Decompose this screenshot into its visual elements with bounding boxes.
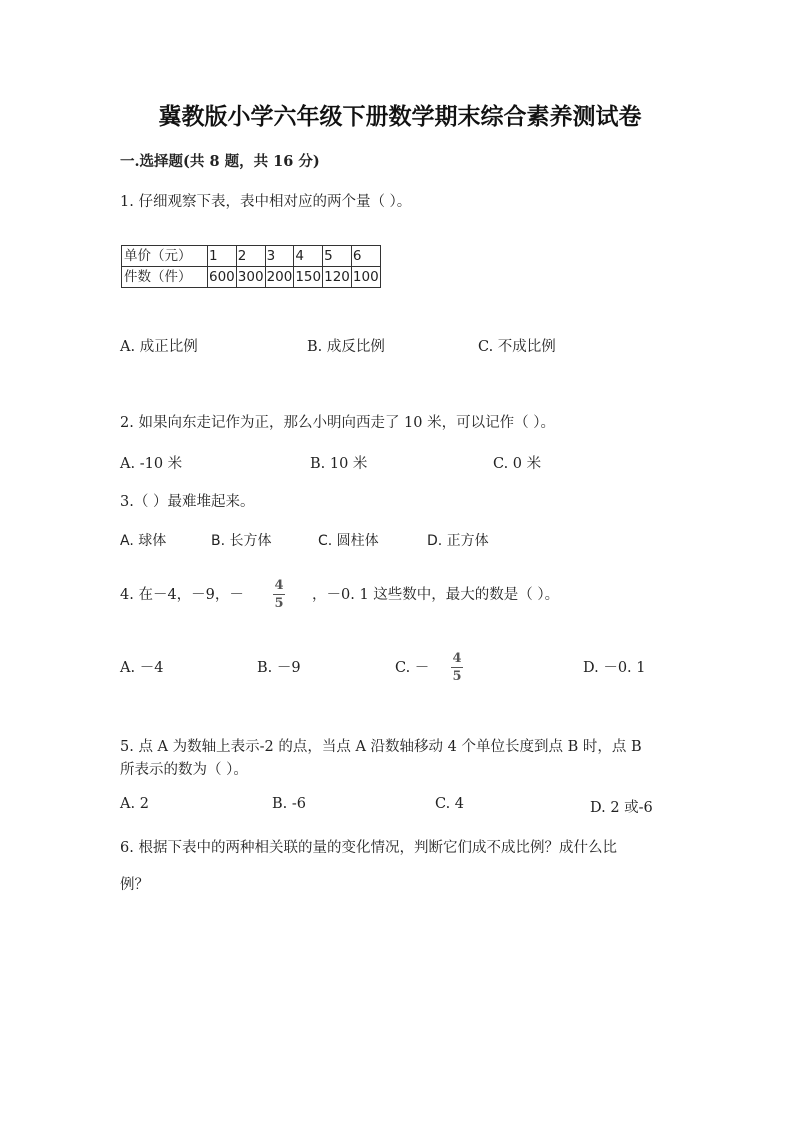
- table-cell-label: 单价（元）: [122, 246, 208, 267]
- question-5-text-line1: 5. 点 A 为数轴上表示-2 的点，当点 A 沿数轴移动 4 个单位长度到点 B 时，点 B: [120, 739, 642, 755]
- question-4-text-start: 4. 在－4，－9，－: [120, 587, 244, 603]
- page-title: 冀教版小学六年级下册数学期末综合素养测试卷: [158, 103, 642, 130]
- fraction-denominator: 5: [274, 596, 284, 611]
- question-4-text-end: ，－0. 1 这些数中，最大的数是（ ）。: [312, 587, 560, 603]
- table-cell: 100: [351, 267, 380, 288]
- option-c-fraction: [451, 651, 463, 684]
- question-3-option-c: C. 圆柱体: [318, 533, 379, 549]
- question-2-option-b: B. 10 米: [310, 456, 368, 472]
- fraction-numerator: 4: [274, 578, 284, 593]
- question-3-option-b: B. 长方体: [211, 533, 272, 549]
- table-cell: 5: [323, 246, 352, 267]
- price-quantity-table: [121, 245, 381, 288]
- fraction-bar: [273, 594, 285, 595]
- fraction-bar: [451, 667, 463, 668]
- question-5-option-c: C. 4: [435, 796, 465, 812]
- fraction-numerator: 4: [452, 651, 462, 666]
- question-5-text-line2: 所表示的数为（ ）。: [120, 762, 248, 778]
- question-3-option-d: D. 正方体: [427, 533, 489, 549]
- fraction-four-fifths: [273, 578, 285, 611]
- table-cell: 150: [294, 267, 323, 288]
- table-cell: 6: [351, 246, 380, 267]
- fraction-denominator: 5: [452, 669, 462, 684]
- table-cell: 4: [294, 246, 323, 267]
- question-4-option-c: C. －: [395, 660, 430, 676]
- section-heading: 一.选择题(共 8 题，共 16 分): [120, 153, 320, 170]
- question-5-option-d: D. 2 或-6: [590, 800, 653, 816]
- question-2-option-a: A. -10 米: [120, 456, 183, 472]
- question-5-option-b: B. -6: [272, 796, 306, 812]
- table-row: [122, 246, 381, 267]
- question-1-text: 1. 仔细观察下表，表中相对应的两个量（ ）。: [120, 194, 412, 210]
- question-3-option-a: A. 球体: [120, 533, 167, 549]
- table-cell: 120: [323, 267, 352, 288]
- question-6-text-line1: 6. 根据下表中的两种相关联的量的变化情况，判断它们成不成比例？成什么比: [120, 840, 617, 856]
- question-4-option-b: B. －9: [257, 660, 301, 676]
- question-6-text-line2: 例？: [120, 877, 149, 893]
- question-1-option-c: C. 不成比例: [478, 339, 556, 355]
- table-cell: 200: [265, 267, 294, 288]
- table-cell: 2: [236, 246, 265, 267]
- table-cell-label: 件数（件）: [122, 267, 208, 288]
- question-1-option-b: B. 成反比例: [307, 339, 385, 355]
- table-row: [122, 267, 381, 288]
- question-4-option-d: D. －0. 1: [583, 660, 646, 676]
- question-1-option-a: A. 成正比例: [120, 339, 198, 355]
- table-cell: 3: [265, 246, 294, 267]
- table-cell: 1: [208, 246, 237, 267]
- question-4-option-a: A. －4: [120, 660, 164, 676]
- question-5-option-a: A. 2: [120, 796, 149, 812]
- question-3-text: 3.（ ）最难堆起来。: [120, 494, 255, 510]
- question-2-option-c: C. 0 米: [493, 456, 542, 472]
- table-cell: 300: [236, 267, 265, 288]
- table-cell: 600: [208, 267, 237, 288]
- question-2-text: 2. 如果向东走记作为正，那么小明向西走了 10 米，可以记作（ ）。: [120, 415, 555, 431]
